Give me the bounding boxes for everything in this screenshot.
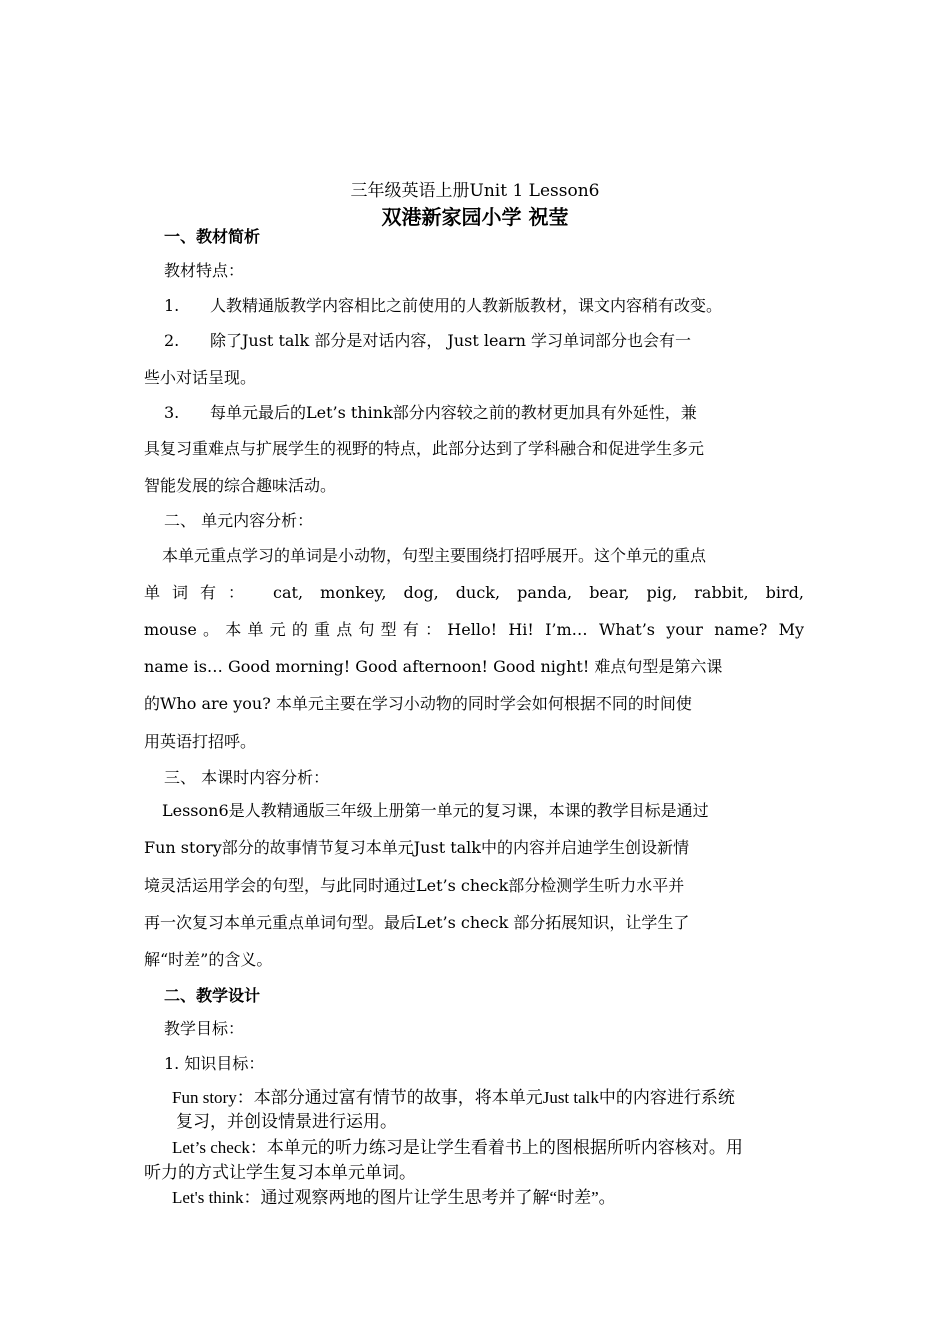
- list-item-2: [164, 330, 834, 352]
- list-number: 1.: [164, 296, 180, 315]
- unit-paragraph-line: 用英语打招呼。: [144, 732, 257, 751]
- list-number: 2.: [164, 331, 180, 350]
- list-item-text: 人教精通版教学内容相比之前使用的人教新版教材，课文内容稍有改变。: [210, 296, 723, 315]
- unit-paragraph-line: mouse。本单元的重点句型有：Hello! Hi! I’m… What’s your name? My: [144, 620, 804, 639]
- teaching-goal-label: 教学目标：: [164, 1019, 245, 1038]
- lesson-paragraph-line: 再一次复习本单元重点单词句型。最后Let’s check 部分拓展知识，让学生了: [144, 913, 690, 932]
- unit-paragraph-line: 单词有： cat, monkey, dog, duck, panda, bear, pig, rabbit, bird,: [144, 583, 804, 602]
- lesson-paragraph-line: 境灵活运用学会的句型，与此同时通过Let’s check部分检测学生听力水平并: [144, 876, 685, 895]
- lets-check-line: 听力的方式让学生复习本单元单词。: [144, 1163, 416, 1182]
- lesson-paragraph-line: 解“时差”的含义。: [144, 950, 273, 969]
- unit-paragraph-line: 本单元重点学习的单词是小动物，句型主要围绕打招呼展开。这个单元的重点: [162, 546, 707, 565]
- fun-story-line: Fun story：本部分通过富有情节的故事，将本单元Just talk中的内容进行系统: [172, 1088, 735, 1107]
- section-heading-teaching-design: 二、教学设计: [164, 986, 261, 1005]
- lets-think-line: Let's think：通过观察两地的图片让学生思考并了解“时差”。: [172, 1188, 616, 1207]
- list-item-text: 每单元最后的Let’s think部分内容较之前的教材更加具有外延性，兼: [210, 403, 697, 422]
- list-item-3-continued-1: 具复习重难点与扩展学生的视野的特点，此部分达到了学科融合和促进学生多元: [144, 439, 705, 458]
- document-author: 双港新家园小学 祝莹: [381, 205, 569, 229]
- unit-paragraph-line: name is… Good morning! Good afternoon! Good night! 难点句型是第六课: [144, 657, 723, 676]
- list-item-1: [164, 295, 834, 317]
- document-title: 三年级英语上册Unit 1 Lesson6: [350, 181, 600, 201]
- unit-paragraph-line: 的Who are you? 本单元主要在学习小动物的同时学会如何根据不同的时间使: [144, 694, 692, 713]
- list-item-3-continued-2: 智能发展的综合趣味活动。: [144, 476, 337, 495]
- features-label: 教材特点：: [164, 261, 245, 280]
- lesson-paragraph-line: Fun story部分的故事情节复习本单元Just talk中的内容并启迪学生创设新情: [144, 838, 689, 857]
- list-item-3: [164, 402, 834, 424]
- fun-story-line: 复习，并创设情景进行运用。: [176, 1112, 397, 1131]
- list-item-text: 除了Just talk 部分是对话内容， Just learn 学习单词部分也会有一: [210, 331, 692, 350]
- lesson-paragraph-line: Lesson6是人教精通版三年级上册第一单元的复习课，本课的教学目标是通过: [162, 801, 709, 820]
- unit-analysis-heading: 二、 单元内容分析：: [164, 511, 314, 530]
- section-heading-textbook-analysis: 一、教材简析: [164, 227, 261, 246]
- list-number: 3.: [164, 403, 180, 422]
- lesson-analysis-heading: 三、 本课时内容分析：: [164, 768, 330, 787]
- list-item-2-continued: 些小对话呈现。: [144, 368, 257, 387]
- knowledge-goal-label: 1. 知识目标：: [164, 1054, 265, 1073]
- lets-check-line: Let’s check：本单元的听力练习是让学生看着书上的图根据所听内容核对。用: [172, 1138, 743, 1157]
